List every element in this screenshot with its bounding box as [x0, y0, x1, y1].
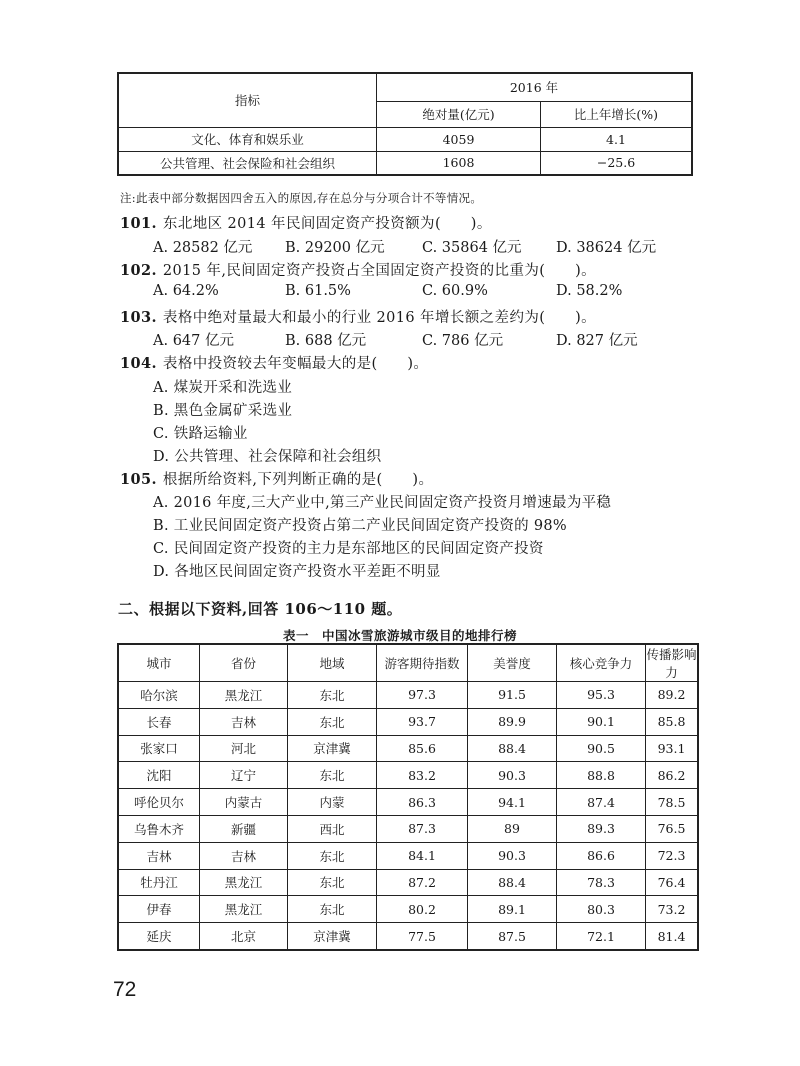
- option-d[interactable]: D. 58.2%: [556, 283, 623, 299]
- cell-region: 东北: [288, 869, 377, 896]
- row-name: 文化、体育和娱乐业: [118, 127, 377, 151]
- cell-region: 内蒙: [288, 789, 377, 816]
- question-text: 表格中投资较去年变幅最大的是( )。: [162, 356, 429, 372]
- cell-province: 黑龙江: [200, 869, 288, 896]
- table-note: 注:此表中部分数据因四舍五入的原因,存在总分与分项合计不等情况。: [120, 191, 483, 205]
- table-row: [118, 708, 698, 735]
- row-name: 公共管理、社会保险和社会组织: [118, 151, 377, 175]
- table-row: [118, 842, 698, 869]
- row-abs: 4059: [377, 127, 541, 151]
- table-row: [118, 762, 698, 789]
- table-row: [118, 789, 698, 816]
- cell-region: 东北: [288, 842, 377, 869]
- question-103: [120, 306, 596, 327]
- cell-competitiveness: 88.8: [557, 762, 646, 789]
- cell-competitiveness: 78.3: [557, 869, 646, 896]
- cell-expectation: 77.5: [377, 923, 468, 950]
- cell-competitiveness: 95.3: [557, 682, 646, 709]
- options-101: [153, 236, 656, 257]
- row-growth: −25.6: [541, 151, 693, 175]
- table-row: [118, 896, 698, 923]
- cell-province: 黑龙江: [200, 682, 288, 709]
- question-104: [120, 352, 428, 373]
- row-growth: 4.1: [541, 127, 693, 151]
- cell-influence: 78.5: [646, 789, 699, 816]
- header-absolute: 绝对量(亿元): [377, 101, 541, 127]
- option-b[interactable]: B. 黑色金属矿采选业: [153, 403, 293, 419]
- option-d[interactable]: D. 公共管理、社会保障和社会组织: [153, 449, 382, 465]
- row-abs: 1608: [377, 151, 541, 175]
- question-number: 103.: [120, 309, 157, 326]
- header-competitiveness: 核心竞争力: [557, 644, 646, 682]
- header-region: 地域: [288, 644, 377, 682]
- question-number: 101.: [120, 215, 157, 232]
- option-a[interactable]: A. 64.2%: [153, 283, 219, 299]
- question-101: [120, 212, 492, 233]
- cell-reputation: 88.4: [468, 869, 557, 896]
- cell-expectation: 87.3: [377, 815, 468, 842]
- header-influence: 传播影响力: [646, 644, 699, 682]
- cell-province: 吉林: [200, 842, 288, 869]
- question-number: 104.: [120, 355, 157, 372]
- table-row: [118, 923, 698, 950]
- cell-competitiveness: 72.1: [557, 923, 646, 950]
- cell-city: 张家口: [118, 735, 200, 762]
- cell-city: 吉林: [118, 842, 200, 869]
- cell-influence: 72.3: [646, 842, 699, 869]
- cell-influence: 86.2: [646, 762, 699, 789]
- cell-city: 乌鲁木齐: [118, 815, 200, 842]
- question-number: 102.: [120, 262, 157, 279]
- option-a[interactable]: A. 2016 年度,三大产业中,第三产业民间固定资产投资月增速最为平稳: [153, 495, 612, 511]
- table-header-row: [118, 644, 698, 682]
- cell-influence: 76.5: [646, 815, 699, 842]
- option-a[interactable]: A. 647 亿元: [153, 333, 234, 349]
- cell-reputation: 91.5: [468, 682, 557, 709]
- cell-reputation: 90.3: [468, 762, 557, 789]
- cell-expectation: 97.3: [377, 682, 468, 709]
- question-text: 东北地区 2014 年民间固定资产投资额为( )。: [162, 216, 492, 232]
- cell-expectation: 83.2: [377, 762, 468, 789]
- table-row: [118, 869, 698, 896]
- cell-reputation: 89: [468, 815, 557, 842]
- cell-province: 吉林: [200, 708, 288, 735]
- cell-expectation: 86.3: [377, 789, 468, 816]
- option-a[interactable]: A. 煤炭开采和洗选业: [153, 380, 292, 396]
- option-b[interactable]: B. 29200 亿元: [285, 240, 385, 256]
- cell-city: 长春: [118, 708, 200, 735]
- cell-city: 延庆: [118, 923, 200, 950]
- table-row: [118, 815, 698, 842]
- option-c[interactable]: C. 35864 亿元: [422, 240, 522, 256]
- option-d[interactable]: D. 各地区民间固定资产投资水平差距不明显: [153, 564, 441, 580]
- cell-city: 呼伦贝尔: [118, 789, 200, 816]
- cell-province: 辽宁: [200, 762, 288, 789]
- option-b[interactable]: B. 工业民间固定资产投资占第二产业民间固定资产投资的 98%: [153, 518, 568, 534]
- cell-region: 东北: [288, 896, 377, 923]
- cell-region: 东北: [288, 762, 377, 789]
- question-text: 2015 年,民间固定资产投资占全国固定资产投资的比重为( )。: [162, 263, 597, 279]
- option-d[interactable]: D. 38624 亿元: [556, 240, 657, 256]
- cell-reputation: 89.1: [468, 896, 557, 923]
- option-d[interactable]: D. 827 亿元: [556, 333, 638, 349]
- cell-competitiveness: 90.5: [557, 735, 646, 762]
- option-c[interactable]: C. 60.9%: [422, 283, 488, 299]
- cell-province: 北京: [200, 923, 288, 950]
- cell-expectation: 80.2: [377, 896, 468, 923]
- cell-influence: 93.1: [646, 735, 699, 762]
- table-row: [118, 682, 698, 709]
- option-a[interactable]: A. 28582 亿元: [153, 240, 253, 256]
- table-caption: 表一 中国冰雪旅游城市级目的地排行榜: [282, 628, 517, 643]
- cell-city: 牡丹江: [118, 869, 200, 896]
- options-102: [153, 283, 622, 299]
- cell-competitiveness: 89.3: [557, 815, 646, 842]
- cell-influence: 73.2: [646, 896, 699, 923]
- options-103: [153, 329, 638, 350]
- cell-reputation: 88.4: [468, 735, 557, 762]
- header-province: 省份: [200, 644, 288, 682]
- cell-reputation: 90.3: [468, 842, 557, 869]
- cell-competitiveness: 87.4: [557, 789, 646, 816]
- cell-province: 内蒙古: [200, 789, 288, 816]
- cell-region: 东北: [288, 708, 377, 735]
- investment-table: [117, 72, 693, 176]
- question-text: 根据所给资料,下列判断正确的是( )。: [162, 472, 434, 488]
- cell-reputation: 87.5: [468, 923, 557, 950]
- question-102: [120, 259, 596, 280]
- cell-influence: 89.2: [646, 682, 699, 709]
- cell-city: 伊春: [118, 896, 200, 923]
- section-title: 二、根据以下资料,回答 106～110 题。: [118, 600, 403, 618]
- table-row: [118, 151, 692, 175]
- cell-competitiveness: 90.1: [557, 708, 646, 735]
- question-text: 表格中绝对量最大和最小的行业 2016 年增长额之差约为( )。: [162, 310, 597, 326]
- header-year: 2016 年: [377, 73, 693, 101]
- cell-influence: 81.4: [646, 923, 699, 950]
- header-reputation: 美誉度: [468, 644, 557, 682]
- cell-region: 东北: [288, 682, 377, 709]
- question-number: 105.: [120, 471, 157, 488]
- header-city: 城市: [118, 644, 200, 682]
- cell-reputation: 94.1: [468, 789, 557, 816]
- option-b[interactable]: B. 688 亿元: [285, 333, 367, 349]
- cell-influence: 85.8: [646, 708, 699, 735]
- cell-city: 哈尔滨: [118, 682, 200, 709]
- cell-expectation: 87.2: [377, 869, 468, 896]
- option-b[interactable]: B. 61.5%: [285, 283, 351, 299]
- option-c[interactable]: C. 铁路运输业: [153, 426, 248, 442]
- page-number: 72: [113, 978, 137, 1001]
- cell-province: 新疆: [200, 815, 288, 842]
- header-expectation: 游客期待指数: [377, 644, 468, 682]
- cell-reputation: 89.9: [468, 708, 557, 735]
- cell-expectation: 85.6: [377, 735, 468, 762]
- cell-region: 西北: [288, 815, 377, 842]
- header-growth: 比上年增长(%): [541, 101, 693, 127]
- cell-expectation: 84.1: [377, 842, 468, 869]
- cell-city: 沈阳: [118, 762, 200, 789]
- table-row: [118, 127, 692, 151]
- cell-province: 黑龙江: [200, 896, 288, 923]
- cell-region: 京津冀: [288, 735, 377, 762]
- cell-expectation: 93.7: [377, 708, 468, 735]
- option-c[interactable]: C. 民间固定资产投资的主力是东部地区的民间固定资产投资: [153, 541, 544, 557]
- table-row: [118, 735, 698, 762]
- question-105: [120, 468, 433, 489]
- cell-region: 京津冀: [288, 923, 377, 950]
- cell-competitiveness: 80.3: [557, 896, 646, 923]
- option-c[interactable]: C. 786 亿元: [422, 333, 504, 349]
- ranking-table: [117, 643, 699, 951]
- cell-competitiveness: 86.6: [557, 842, 646, 869]
- header-indicator: 指标: [118, 73, 377, 127]
- cell-province: 河北: [200, 735, 288, 762]
- cell-influence: 76.4: [646, 869, 699, 896]
